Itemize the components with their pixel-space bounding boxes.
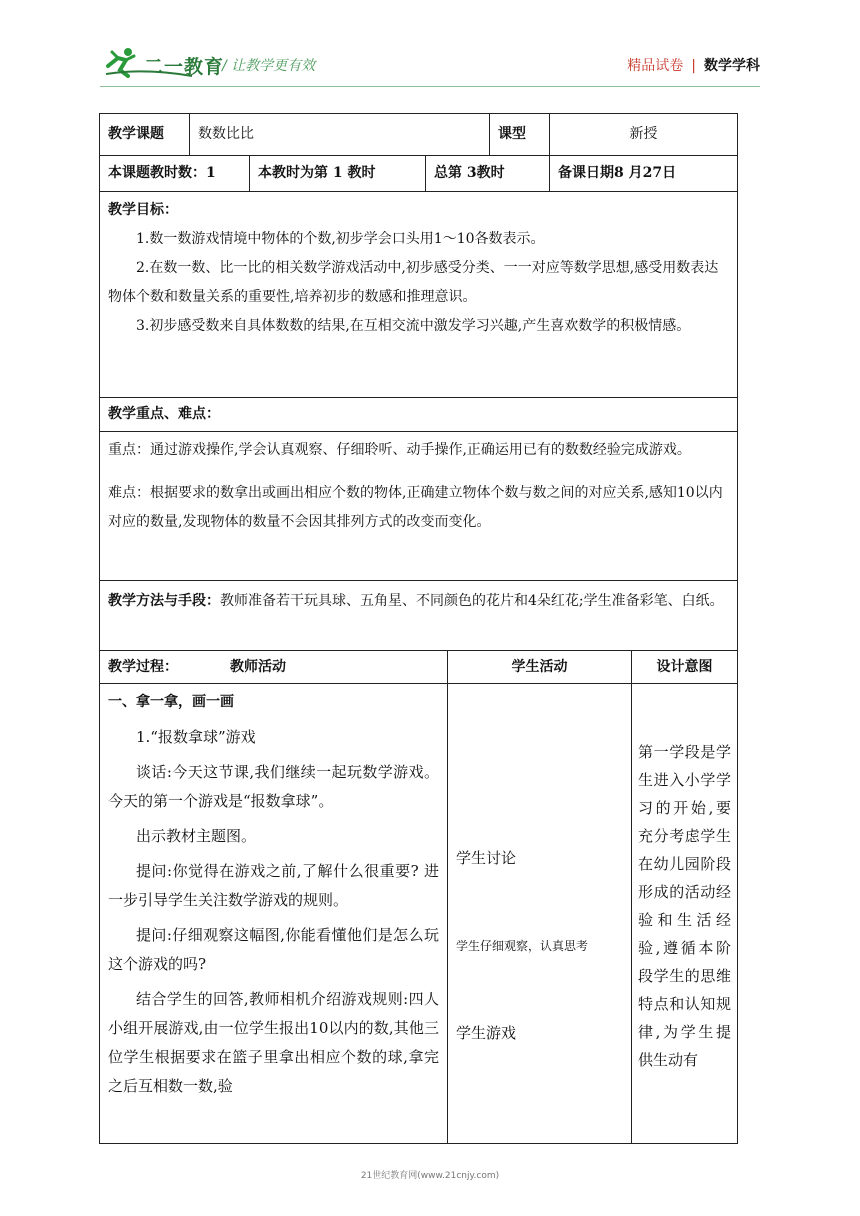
lesson-plan-table (99, 113, 738, 651)
process-table (99, 650, 738, 1144)
teacher-line: 1.“报数拿球”游戏 (136, 728, 256, 746)
methods-text (108, 587, 729, 616)
teacher-line: 结合学生的回答,教师相机介绍游戏规则:四人小组开展游戏,由一位学生报出10以内的数,其他三位学生根据要求在篮子里拿出相应个数的球,拿完之后互相数一数,验 (108, 990, 439, 1095)
row-methods (100, 581, 738, 651)
current-period: 本教时为第 1 教时 (250, 156, 426, 192)
student-activity: 学生讨论 (456, 849, 517, 867)
type-value: 新授 (550, 114, 738, 156)
teacher-line: 谈话:今天这节课,我们继续一起玩数学游戏。今天的第一个游戏是“报数拿球”。 (108, 763, 439, 810)
keypoints-title: 教学重点、难点： (100, 398, 738, 432)
row-keypoints-title (100, 398, 738, 432)
key-difficulty: 难点：根据要求的数拿出或画出相应个数的物体,正确建立物体个数与数之间的对应关系,感知10以内对应的数量,发现物体的数量不会因其排列方式的改变而变化。 (108, 485, 723, 530)
overall-period: 总第 3教时 (426, 156, 550, 192)
process-design-head: 设计意图 (632, 651, 738, 684)
tag-separator: | (691, 58, 696, 74)
row-objectives (100, 192, 738, 398)
student-activity: 学生游戏 (456, 1024, 517, 1042)
process-header-row (100, 651, 738, 684)
student-activity: 学生仔细观察，认真思考 (456, 939, 589, 953)
key-focus: 重点：通过游戏操作,学会认真观察、仔细聆听、动手操作,正确运用已有的数数经验完成游戏。 (108, 442, 691, 458)
methods-content: 教师准备若干玩具球、五角星、不同颜色的花片和4朵红花;学生准备彩笔、白纸。 (220, 593, 724, 609)
tag-subject: 数学学科 (704, 58, 760, 74)
process-student-head: 学生活动 (448, 651, 632, 684)
row-keypoints (100, 432, 738, 581)
topic-value: 数数比比 (190, 114, 490, 156)
brand-slogan: / 让教学更有效 (222, 58, 316, 74)
methods-title: 教学方法与手段： (108, 593, 220, 609)
row-periods (100, 156, 738, 192)
page-footer: 21世纪教育网(www.21cnjy.com) (360, 1171, 500, 1181)
objective-item: 1.数一数游戏情境中物体的个数,初步学会口头用1～10各数表示。 (136, 231, 545, 247)
total-periods: 本课题教时数：1 (100, 156, 250, 192)
row-topic (100, 114, 738, 156)
teacher-line: 出示教材主题图。 (136, 827, 257, 845)
teacher-line: 提问:你觉得在游戏之前,了解什么很重要? 进一步引导学生关注数学游戏的规则。 (108, 862, 439, 909)
tag-quality-paper: 精品试卷 (627, 58, 684, 74)
objective-item: 2.在数一数、比一比的相关数学游戏活动中,初步感受分类、一一对应等数学思想,感受用数表达物体个数和数量关系的重要性,培养初步的数感和推理意识。 (108, 260, 719, 305)
page-header (0, 0, 860, 95)
header-divider (100, 86, 760, 87)
design-intent: 第一学段是学生进入小学学习的开始,要充分考虑学生在幼儿园阶段形成的活动经验和生活经验,遵循本阶段学生的思维特点和认知规律,为学生提供生动有 (632, 684, 738, 1144)
topic-label: 教学课题 (100, 114, 190, 156)
process-body-row (100, 684, 738, 1144)
type-label: 课型 (490, 114, 550, 156)
prep-date: 备课日期8 月27日 (550, 156, 738, 192)
section-title: 一、拿一拿，画一画 (108, 694, 234, 710)
teacher-line: 提问:仔细观察这幅图,你能看懂他们是怎么玩这个游戏的吗? (108, 926, 439, 973)
objectives-title: 教学目标： (108, 202, 178, 218)
objective-item: 3.初步感受数来自具体数数的结果,在互相交流中激发学习兴趣,产生喜欢数学的积极情感。 (136, 318, 691, 334)
process-teacher-head: 教学过程： 教师活动 (100, 651, 448, 684)
brand-name: 二一教育 (144, 56, 225, 78)
header-tags (627, 55, 760, 75)
